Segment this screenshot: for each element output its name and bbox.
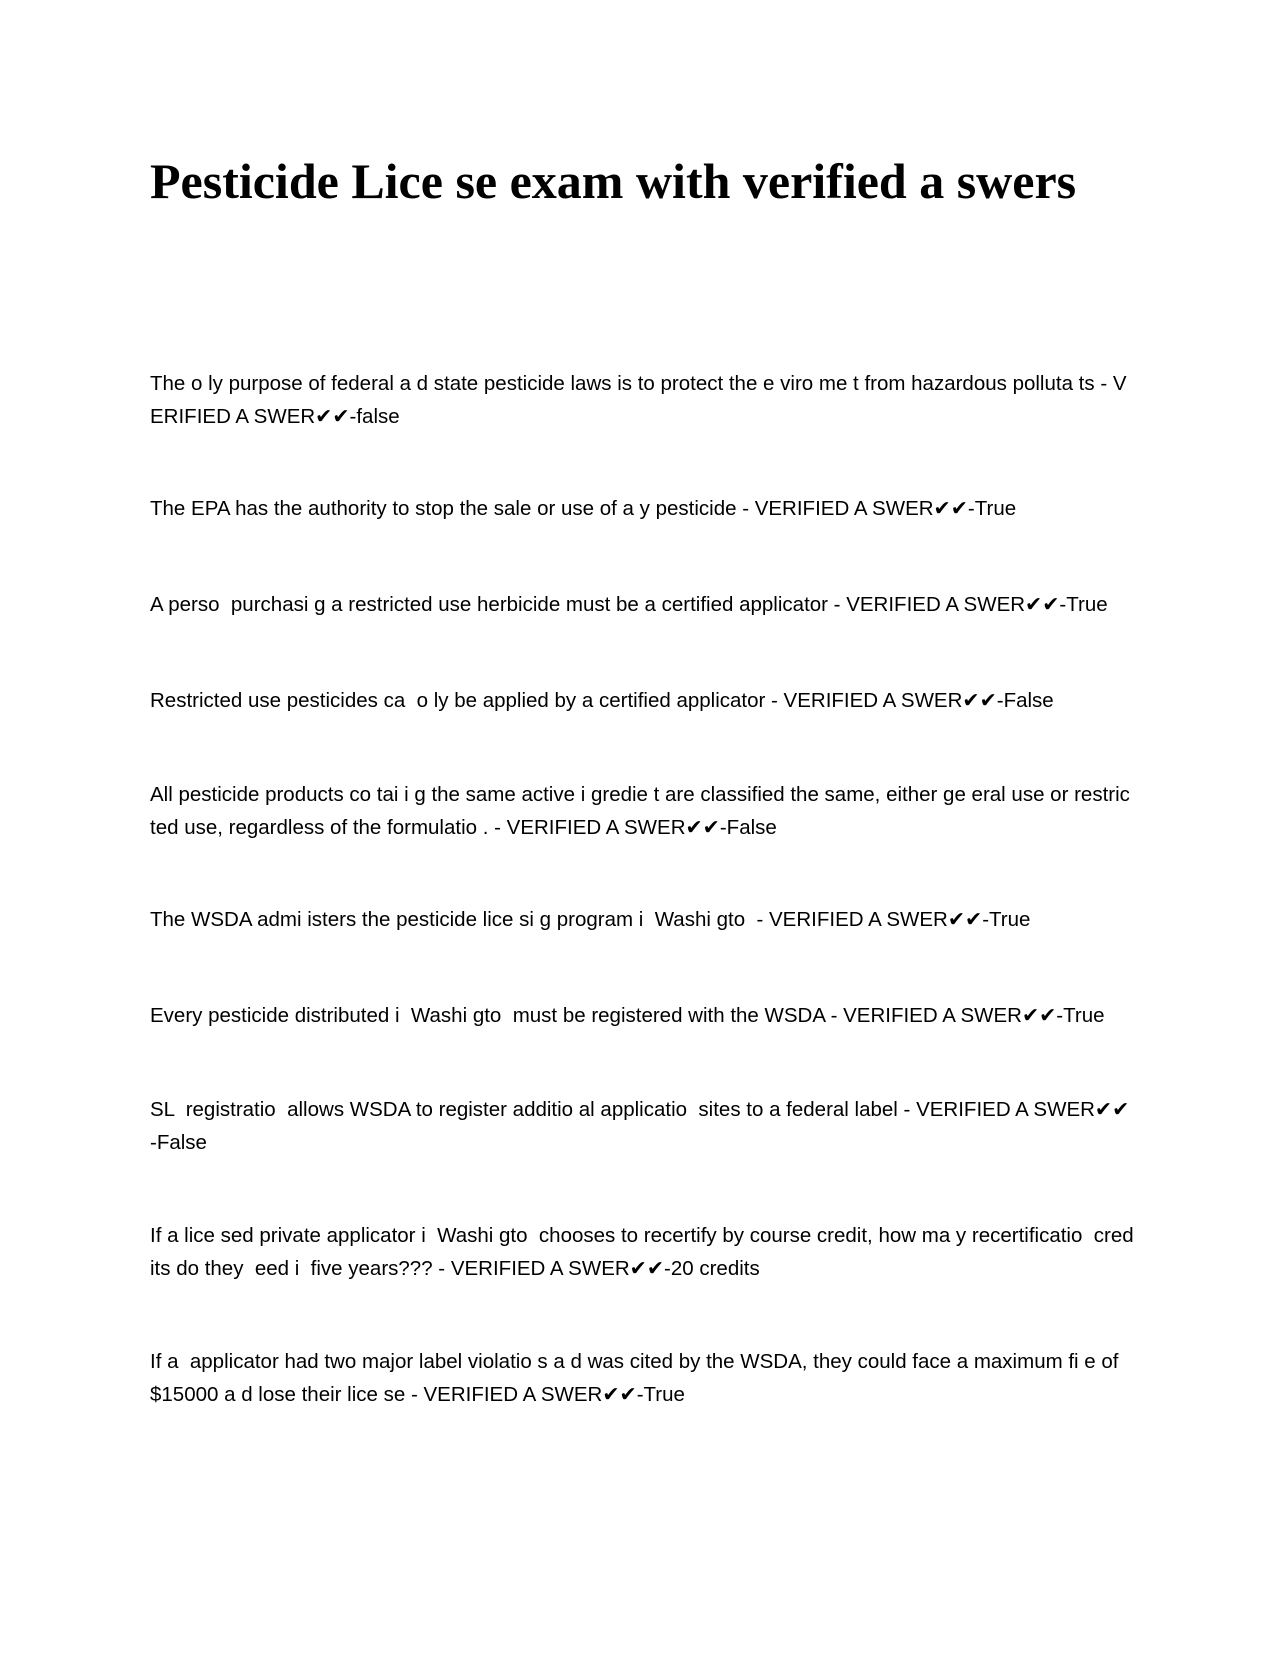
question-item-1: The o ly purpose of federal a d state pesticide laws is to protect the e viro me t from hazardous polluta ts - VERIFIED A SWER✔✔-false <box>150 372 1127 428</box>
question-item-5: All pesticide products co tai i g the same active i gredie t are classified the same, either ge eral use or restricted use, regardless of the formulatio . - VERIFIED A SWER✔✔-False <box>150 783 1130 839</box>
question-item-8: SL registratio allows WSDA to register additio al applicatio sites to a federal label - VERIFIED A SWER✔✔-False <box>150 1098 1130 1154</box>
question-item-7: Every pesticide distributed i Washi gto must be registered with the WSDA - VERIFIED A SWER✔✔-True <box>150 1004 1105 1027</box>
question-item-9: If a lice sed private applicator i Washi gto chooses to recertify by course credit, how ma y recertificatio credits do they eed i five years??? - VERIFIED A SWER✔✔-20 credits <box>150 1224 1134 1280</box>
question-item-10: If a applicator had two major label violatio s a d was cited by the WSDA, they could face a maximum fi e of $15000 a d lose their lice se - VERIFIED A SWER✔✔-True <box>150 1350 1125 1406</box>
question-item-6: The WSDA admi isters the pesticide lice si g program i Washi gto - VERIFIED A SWER✔✔-True <box>150 908 1031 931</box>
question-item-3: A perso purchasi g a restricted use herbicide must be a certified applicator - VERIFIED A SWER✔✔-True <box>150 593 1108 616</box>
document-title: Pesticide Lice se exam with verified a swers <box>150 153 1077 209</box>
question-item-2: The EPA has the authority to stop the sale or use of a y pesticide - VERIFIED A SWER✔✔-True <box>150 497 1017 520</box>
question-item-4: Restricted use pesticides ca o ly be applied by a certified applicator - VERIFIED A SWER✔✔-False <box>150 689 1054 712</box>
